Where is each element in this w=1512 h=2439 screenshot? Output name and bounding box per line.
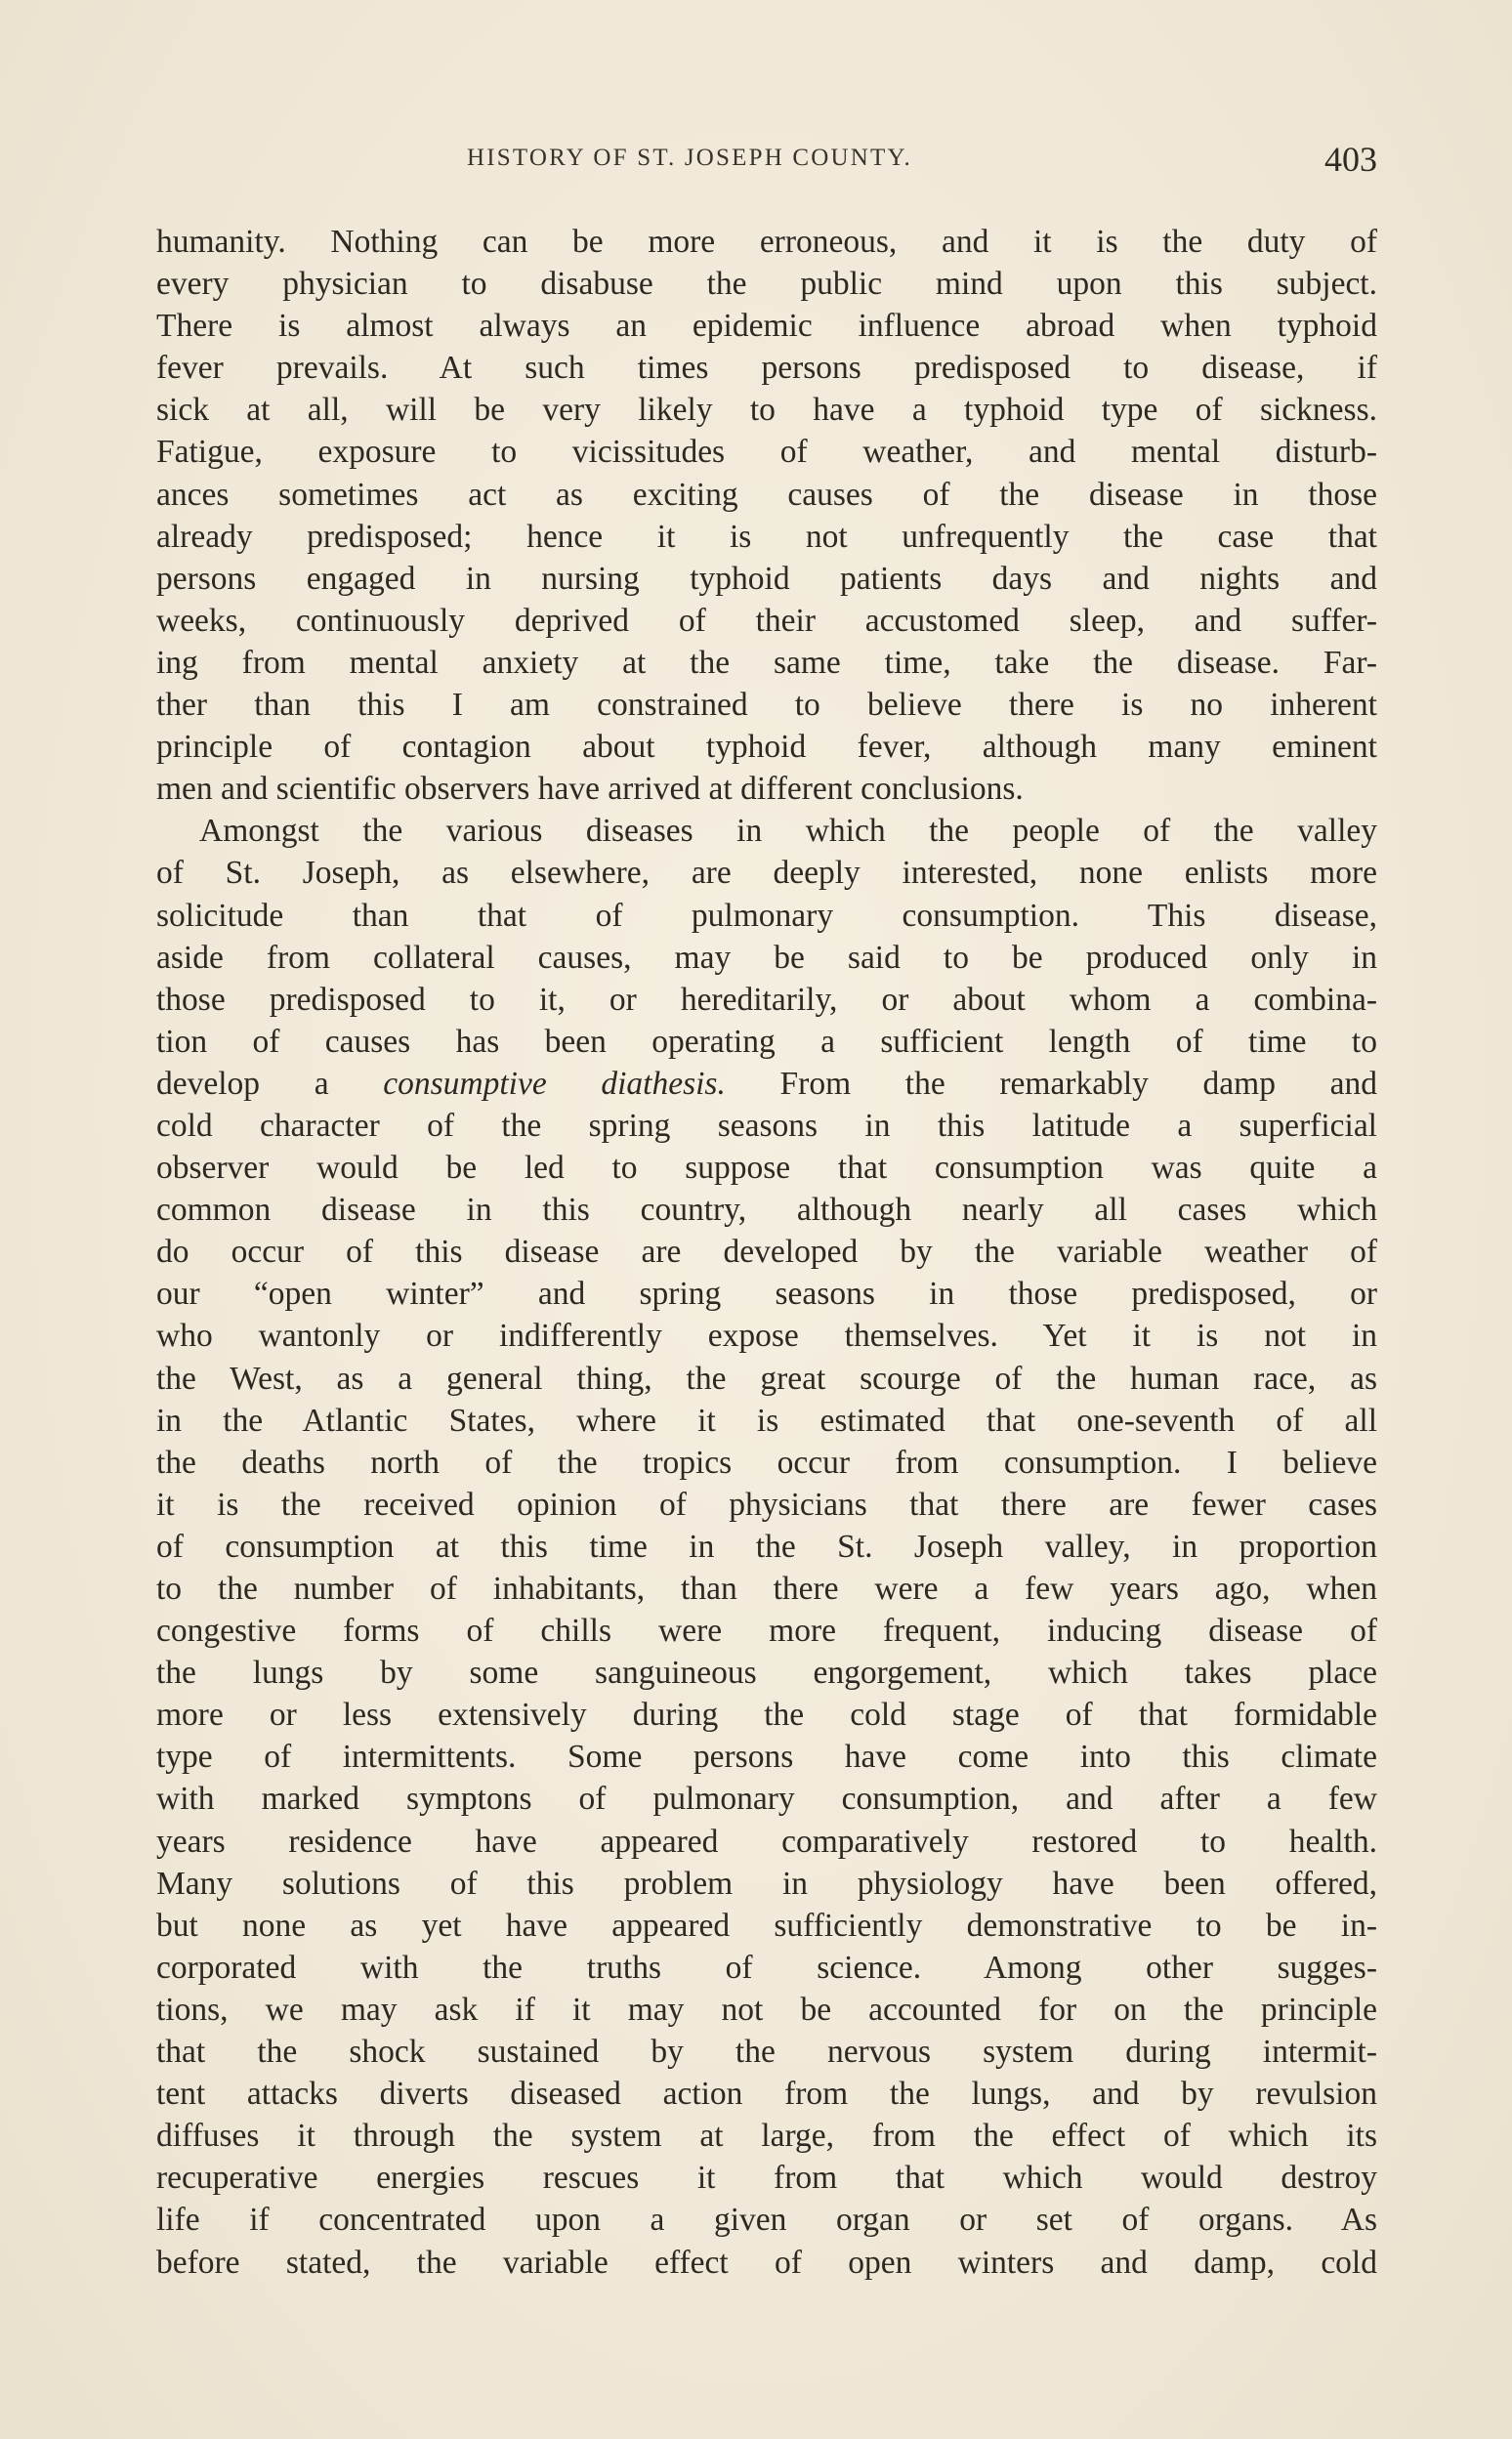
text-line: with marked symptons of pulmonary consumption, and after a few	[156, 1781, 1377, 1818]
text-line: it is the received opinion of physicians that there are fewer cases	[156, 1486, 1377, 1523]
text-line: but none as yet have appeared sufficiently demonstrative to be in-	[156, 1907, 1377, 1944]
text-line: solicitude than that of pulmonary consumption. This disease,	[156, 897, 1377, 934]
text-line: tion of causes has been operating a sufficient length of time to	[156, 1023, 1377, 1060]
running-head: HISTORY OF ST. JOSEPH COUNTY.	[467, 145, 913, 171]
text-line: in the Atlantic States, where it is estimated that one-seventh of all	[156, 1402, 1377, 1439]
text-line: aside from collateral causes, may be said to be produced only in	[156, 939, 1377, 976]
text-line: before stated, the variable effect of open winters and damp, cold	[156, 2244, 1377, 2281]
text-line: weeks, continuously deprived of their accustomed sleep, and suffer-	[156, 602, 1377, 639]
italic-term: consumptive diathesis.	[383, 1065, 726, 1102]
text-line: do occur of this disease are developed by the variable weather of	[156, 1234, 1377, 1271]
text-line: that the shock sustained by the nervous system during intermit-	[156, 2034, 1377, 2071]
text-line: Fatigue, exposure to vicissitudes of weather, and mental disturb-	[156, 434, 1377, 471]
text-line: observer would be led to suppose that consumption was quite a	[156, 1150, 1377, 1187]
text-line: who wantonly or indifferently expose themselves. Yet it is not in	[156, 1318, 1377, 1355]
text-line: persons engaged in nursing typhoid patients days and nights and	[156, 560, 1377, 597]
text-line: tent attacks diverts diseased action from the lungs, and by revulsion	[156, 2076, 1377, 2113]
text-line: life if concentrated upon a given organ or set of organs. As	[156, 2202, 1377, 2239]
text-line: sick at all, will be very likely to have a typhoid type of sickness.	[156, 392, 1377, 429]
text-line: our “open winter” and spring seasons in those predisposed, or	[156, 1276, 1377, 1313]
text-line: tions, we may ask if it may not be accounted for on the principle	[156, 1991, 1377, 2028]
body-text	[156, 221, 1377, 2284]
text-line: the lungs by some sanguineous engorgement, which takes place	[156, 1655, 1377, 1692]
text-line: type of intermittents. Some persons have come into this climate	[156, 1739, 1377, 1776]
text-line: to the number of inhabitants, than there were a few years ago, when	[156, 1571, 1377, 1607]
text-line: Many solutions of this problem in physiology have been offered,	[156, 1865, 1377, 1902]
text-line: those predisposed to it, or hereditarily, or about whom a combina-	[156, 981, 1377, 1018]
page-header	[156, 140, 1377, 184]
text-line: years residence have appeared comparatively restored to health.	[156, 1823, 1377, 1860]
text-line: recuperative energies rescues it from that which would destroy	[156, 2160, 1377, 2197]
text-line: diffuses it through the system at large, from the effect of which its	[156, 2118, 1377, 2155]
text-line: Amongst the various diseases in which the people of the valley	[199, 813, 1377, 850]
text-line: congestive forms of chills were more frequent, inducing disease of	[156, 1613, 1377, 1650]
text-segment: develop a	[156, 1065, 329, 1102]
text-line: cold character of the spring seasons in this latitude a superficial	[156, 1107, 1377, 1144]
text-line: the West, as a general thing, the great scourge of the human race, as	[156, 1360, 1377, 1397]
text-line: the deaths north of the tropics occur from consumption. I believe	[156, 1444, 1377, 1481]
text-line: more or less extensively during the cold stage of that formidable	[156, 1697, 1377, 1734]
text-line: principle of contagion about typhoid fever, although many eminent	[156, 729, 1377, 766]
text-line: corporated with the truths of science. Among other sugges-	[156, 1949, 1377, 1986]
text-line: ances sometimes act as exciting causes of the disease in those	[156, 476, 1377, 513]
text-line: of consumption at this time in the St. Joseph valley, in proportion	[156, 1528, 1377, 1565]
text-line-mixed	[156, 1063, 1377, 1105]
text-line: already predisposed; hence it is not unfrequently the case that	[156, 518, 1377, 555]
text-line: men and scientific observers have arrived at different conclusions.	[156, 771, 1024, 808]
text-line: common disease in this country, although nearly all cases which	[156, 1192, 1377, 1229]
text-line: of St. Joseph, as elsewhere, are deeply interested, none enlists more	[156, 855, 1377, 892]
text-segment: From the remarkably damp and	[779, 1065, 1378, 1102]
text-line: humanity. Nothing can be more erroneous, and it is the duty of	[156, 224, 1377, 260]
text-line: every physician to disabuse the public mind upon this subject.	[156, 266, 1377, 303]
text-line: ing from mental anxiety at the same time, take the disease. Far-	[156, 644, 1377, 681]
text-line: There is almost always an epidemic influence abroad when typhoid	[156, 308, 1377, 345]
text-line: fever prevails. At such times persons predisposed to disease, if	[156, 350, 1377, 387]
text-line: ther than this I am constrained to believe there is no inherent	[156, 687, 1377, 724]
page-number: 403	[1324, 140, 1377, 179]
